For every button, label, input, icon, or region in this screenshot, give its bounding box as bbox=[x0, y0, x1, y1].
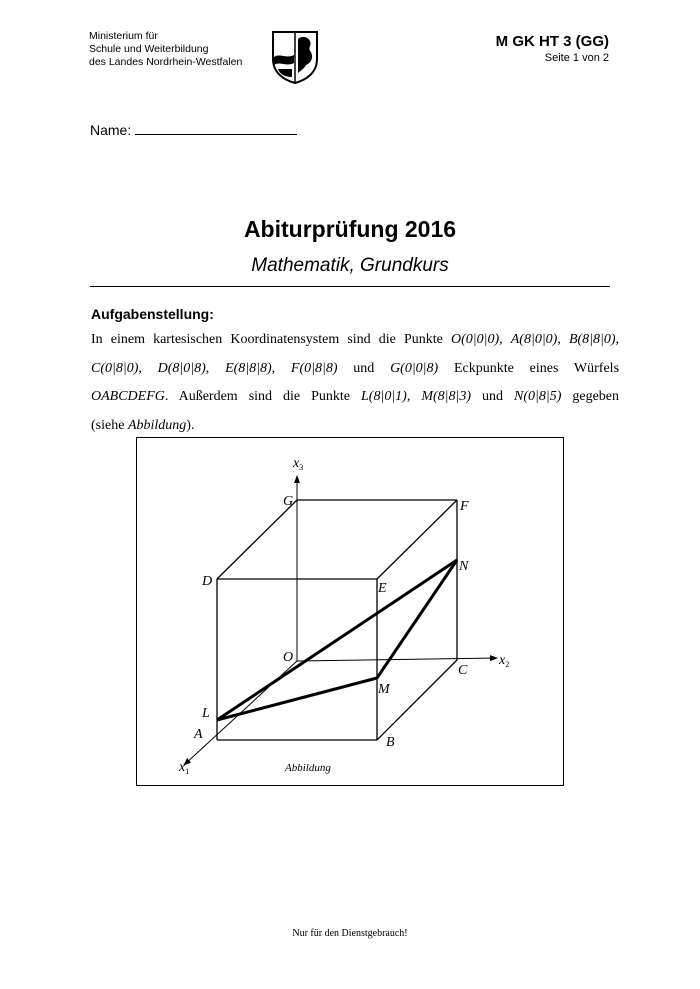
point-E: E(8|8|8) bbox=[225, 360, 272, 376]
word-and: und bbox=[482, 389, 504, 404]
cube-name: OABCDEFG bbox=[91, 389, 165, 404]
segment-LM bbox=[217, 678, 377, 720]
cube-edges bbox=[217, 500, 457, 740]
task-line: OABCDEFG. Außerdem sind die Punkte L(8|0|1), M(8|8|3) und N(0|8|5) gegeben bbox=[91, 389, 620, 404]
label-N: N bbox=[459, 559, 469, 574]
label-O: O bbox=[283, 650, 294, 665]
point-O: O(0|0|0) bbox=[451, 332, 500, 347]
edge-DG bbox=[217, 500, 297, 579]
point-N: N(0|8|5) bbox=[514, 389, 562, 404]
name-line bbox=[135, 120, 297, 135]
name-field bbox=[90, 120, 297, 138]
coat-of-arms-icon bbox=[270, 29, 320, 85]
label-L: L bbox=[202, 706, 210, 721]
label-M: M bbox=[378, 682, 390, 697]
word-and: und bbox=[353, 360, 375, 376]
label-A: A bbox=[194, 727, 203, 742]
label-E: E bbox=[378, 581, 387, 596]
ministry-line: Schule und Weiterbildung bbox=[89, 43, 209, 55]
point-F: F(0|8|8) bbox=[290, 360, 338, 376]
point-M: M(8|8|3) bbox=[421, 389, 472, 404]
see-ref: Abbildung bbox=[127, 417, 187, 433]
ministry-line: des Landes Nordrhein-Westfalen bbox=[89, 56, 243, 68]
label-C: C bbox=[458, 663, 468, 678]
divider bbox=[90, 286, 610, 287]
additionally-text: . Außerdem sind die Punkte bbox=[164, 389, 351, 404]
task-line: In einem kartesischen Koordinatensystem sind die Punkte O(0|0|0), A(8|0|0), B(8|8|0), bbox=[91, 332, 620, 347]
see-close: ). bbox=[186, 417, 195, 433]
exam-code: M GK HT 3 (GG) bbox=[495, 33, 609, 50]
point-D: D(8|0|8) bbox=[157, 360, 206, 376]
given-text: gegeben bbox=[572, 389, 620, 404]
point-G: G(0|0|8) bbox=[390, 360, 439, 376]
ministry-name bbox=[89, 30, 269, 69]
name-label: Name: bbox=[90, 122, 132, 138]
label-F: F bbox=[460, 499, 469, 514]
page-title: Abiturprüfung 2016 bbox=[243, 216, 457, 242]
footer-note: Nur für den Dienstgebrauch! bbox=[292, 928, 408, 939]
label-x3: $x_3$ bbox=[293, 456, 304, 472]
task-heading: Aufgabenstellung: bbox=[91, 306, 214, 322]
point-A: A(8|0|0) bbox=[510, 332, 558, 347]
corner-text: Eckpunkte eines Würfels bbox=[453, 360, 620, 376]
task-line: C(0|8|0), D(8|0|8), E(8|8|8), F(0|8|8) und G(0|0|8) Eckpunkte eines Würfels bbox=[91, 360, 620, 376]
point-L: L(8|0|1) bbox=[361, 389, 407, 404]
see-open: (siehe bbox=[91, 417, 125, 433]
task-text bbox=[91, 326, 619, 440]
figure-caption: Abbildung bbox=[285, 762, 331, 774]
page-subtitle: Mathematik, Grundkurs bbox=[251, 255, 449, 276]
label-x1: $x_1$ bbox=[179, 760, 190, 776]
segment-MN bbox=[377, 560, 457, 678]
task-line bbox=[91, 412, 619, 441]
task-intro: In einem kartesischen Koordinatensystem sind die Punkte bbox=[91, 332, 443, 347]
label-B: B bbox=[386, 735, 395, 750]
cube-diagram bbox=[137, 438, 563, 785]
point-C: C(0|8|0) bbox=[91, 360, 139, 376]
edge-BC bbox=[377, 660, 457, 740]
point-B: B(8|8|0) bbox=[568, 332, 616, 347]
axis-x2 bbox=[297, 658, 497, 661]
label-x2: $x_2$ bbox=[499, 653, 510, 669]
label-G: G bbox=[283, 494, 294, 509]
label-D: D bbox=[202, 574, 213, 589]
page-info: Seite 1 von 2 bbox=[544, 52, 609, 64]
ministry-line: Ministerium für bbox=[89, 30, 158, 42]
cube-figure bbox=[136, 437, 564, 786]
